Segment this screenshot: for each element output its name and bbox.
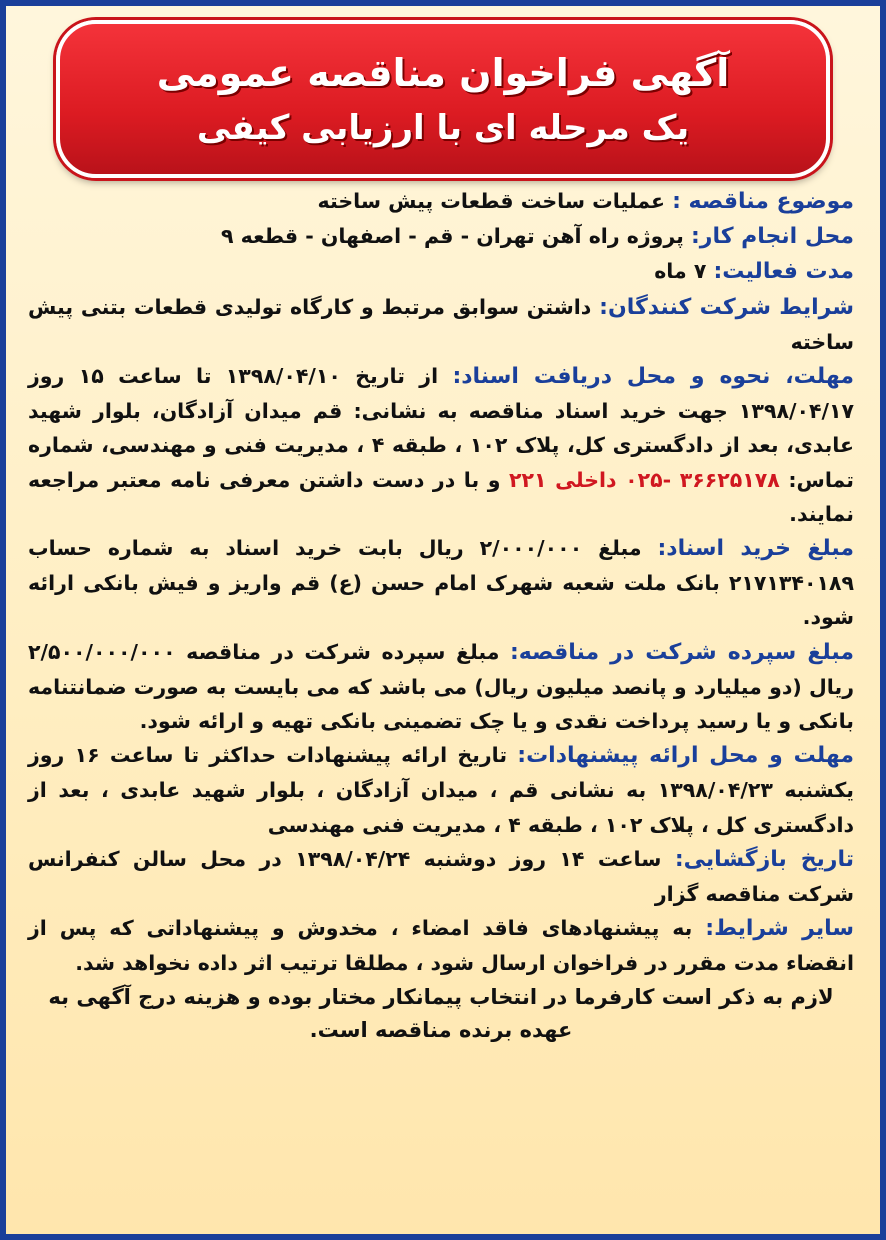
documents-text-after: و با در دست داشتن معرفی نامه معتبر مراجعه نمایند. bbox=[28, 467, 854, 526]
documents-text: از تاریخ ۱۳۹۸/۰۴/۱۰ تا ساعت ۱۵ روز ۱۳۹۸/۰۴/۱۷ جهت خرید اسناد مناقصه به نشانی: قم میدان آزادگان، بلوار شهید عابدی، بعد از دادگستری کل، پلاک ۱۰۲ ، طبقه ۴ ، مدیریت فنی و مهندسی، شماره تماس: bbox=[28, 364, 854, 492]
section-location bbox=[28, 219, 854, 254]
section-opening bbox=[28, 842, 854, 911]
section-subject bbox=[28, 184, 854, 219]
subject-label: موضوع مناقصه : bbox=[672, 189, 854, 214]
other-text: به پیشنهادهای فاقد امضاء ، مخدوش و پیشنهاداتی که پس از انقضاء مدت مقرر در فراخوان ارسال شود ، مطلقا ترتیب اثر داده نخواهد شد. bbox=[28, 916, 854, 976]
duration-label: مدت فعالیت: bbox=[713, 259, 854, 285]
closing-note: لازم به ذکر است کارفرما در انتخاب پیمانکار مختار بوده و هزینه درج آگهی به عهده برنده مناقصه است. bbox=[48, 984, 834, 1042]
opening-text: ساعت ۱۴ روز دوشنبه ۱۳۹۸/۰۴/۲۴ در محل سالن کنفرانس شرکت مناقصه گزار bbox=[28, 846, 854, 907]
section-documents bbox=[28, 359, 854, 531]
proposals-label: مهلت و محل ارائه پیشنهادات: bbox=[517, 743, 854, 769]
conditions-text: داشتن سوابق مرتبط و کارگاه تولیدی قطعات بتنی پیش ساخته bbox=[28, 294, 854, 354]
section-conditions bbox=[28, 290, 854, 359]
deposit-text: مبلغ سپرده شرکت در مناقصه ۲/۵۰۰/۰۰۰/۰۰۰ ریال (دو میلیارد و پانصد میلیون ریال) می باشد که می بایست به صورت ضمانتنامه بانکی و یا رسید پرداخت نقدی و یا چک تضمینی بانکی تهیه و ارائه شود. bbox=[28, 639, 854, 734]
opening-label: تاریخ بازگشایی: bbox=[674, 846, 854, 872]
deposit-label: مبلغ سپرده شرکت در مناقصه: bbox=[510, 639, 854, 665]
purchase-label: مبلغ خرید اسناد: bbox=[657, 536, 854, 562]
other-label: سایر شرایط: bbox=[705, 916, 854, 942]
title-banner bbox=[56, 20, 830, 178]
subject-text: عملیات ساخت قطعات پیش ساخته bbox=[317, 189, 673, 213]
section-purchase bbox=[28, 531, 854, 635]
location-label: محل انجام کار: bbox=[691, 224, 854, 250]
duration-text: ۷ ماه bbox=[654, 259, 714, 284]
documents-label: مهلت، نحوه و محل دریافت اسناد: bbox=[452, 364, 854, 390]
contact-phone: ۳۶۶۲۵۱۷۸ -۰۲۵ داخلی ۲۲۱ bbox=[509, 467, 780, 492]
location-text: پروژه راه آهن تهران - قم - اصفهان - قطعه ۹ bbox=[221, 224, 691, 249]
conditions-label: شرایط شرکت کنندگان: bbox=[599, 294, 854, 320]
notice-subtitle: یک مرحله ای با ارزیابی کیفی bbox=[196, 108, 690, 148]
section-duration bbox=[28, 254, 854, 289]
notice-title: آگهی فراخوان مناقصه عمومی bbox=[156, 51, 730, 95]
notice-body bbox=[28, 184, 854, 1216]
section-other bbox=[28, 911, 854, 980]
purchase-text: مبلغ ۲/۰۰۰/۰۰۰ ریال بابت خرید اسناد به شماره حساب ۲۱۷۱۳۴۰۱۸۹ بانک ملت شعبه شهرک امام حسن (ع) قم واریز و فیش بانکی ارائه شود. bbox=[28, 536, 854, 630]
proposals-text: تاریخ ارائه پیشنهادات حداکثر تا ساعت ۱۶ روز یکشنبه ۱۳۹۸/۰۴/۲۳ به نشانی قم ، میدان آزادگان ، بلوار شهید عابدی ، بعد از دادگستری کل ، پلاک ۱۰۲ ، طبقه ۴ ، مدیریت فنی مهندسی bbox=[28, 743, 854, 837]
section-proposals bbox=[28, 738, 854, 842]
section-deposit bbox=[28, 635, 854, 739]
